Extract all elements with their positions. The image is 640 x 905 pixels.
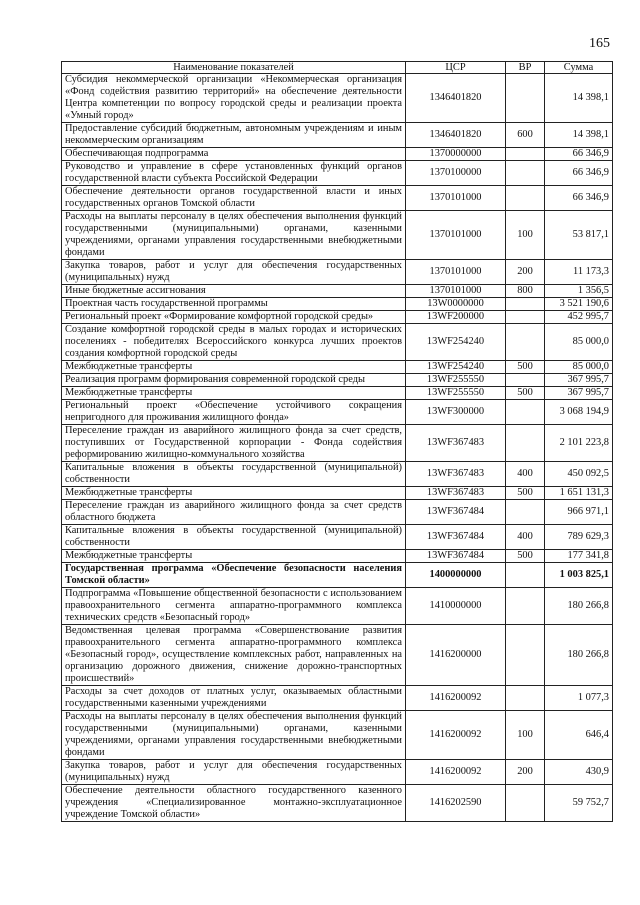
table-row [62, 374, 613, 387]
table-row [62, 487, 613, 500]
row-sum: 450 092,5 [545, 462, 613, 487]
table-row [62, 186, 613, 211]
row-sum: 85 000,0 [545, 324, 613, 361]
table-row [62, 123, 613, 148]
table-row [62, 161, 613, 186]
row-csr: 1410000000 [406, 588, 506, 625]
row-name: Региональный проект «Формирование комфортной городской среды» [62, 311, 406, 324]
page-number: 165 [589, 36, 610, 51]
row-vr: 200 [506, 260, 545, 285]
header-sum: Сумма [545, 62, 613, 74]
table-row [62, 298, 613, 311]
row-csr: 13W0000000 [406, 298, 506, 311]
row-csr: 1370101000 [406, 285, 506, 298]
row-csr: 1416200000 [406, 625, 506, 686]
row-name: Предоставление субсидий бюджетным, автономным учреждениям и иным некоммерческим организациям [62, 123, 406, 148]
row-vr [506, 400, 545, 425]
row-name: Проектная часть государственной программы [62, 298, 406, 311]
row-csr: 1416202590 [406, 785, 506, 822]
row-vr [506, 374, 545, 387]
row-sum: 53 817,1 [545, 211, 613, 260]
header-csr: ЦСР [406, 62, 506, 74]
table-row [62, 563, 613, 588]
row-csr: 13WF255550 [406, 387, 506, 400]
row-sum: 2 101 223,8 [545, 425, 613, 462]
table-row [62, 588, 613, 625]
row-sum: 11 173,3 [545, 260, 613, 285]
row-csr: 1370101000 [406, 211, 506, 260]
row-vr [506, 311, 545, 324]
row-sum: 177 341,8 [545, 550, 613, 563]
row-vr [506, 324, 545, 361]
table-row [62, 462, 613, 487]
row-vr [506, 161, 545, 186]
row-vr [506, 500, 545, 525]
table-row [62, 74, 613, 123]
row-sum: 66 346,9 [545, 148, 613, 161]
row-vr: 800 [506, 285, 545, 298]
row-name: Межбюджетные трансферты [62, 387, 406, 400]
row-sum: 85 000,0 [545, 361, 613, 374]
row-sum: 14 398,1 [545, 123, 613, 148]
row-vr: 100 [506, 711, 545, 760]
row-name: Ведомственная целевая программа «Совершенствование развития правоохранительного сегмента аппаратно-программного комплекса «Безопасный город», осуществление комплексных работ, направленных на организацию дорожного движения, снижение дорожно-транспортных происшествий» [62, 625, 406, 686]
table-row [62, 760, 613, 785]
header-vr: ВР [506, 62, 545, 74]
row-csr: 13WF255550 [406, 374, 506, 387]
row-name: Закупка товаров, работ и услуг для обеспечения государственных (муниципальных) нужд [62, 760, 406, 785]
table-row [62, 311, 613, 324]
row-vr [506, 588, 545, 625]
row-sum: 3 521 190,6 [545, 298, 613, 311]
table-row [62, 400, 613, 425]
row-sum: 1 003 825,1 [545, 563, 613, 588]
row-name: Расходы за счет доходов от платных услуг, оказываемых областными государственными казенными учреждениями [62, 686, 406, 711]
row-csr: 13WF254240 [406, 361, 506, 374]
row-csr: 13WF367484 [406, 525, 506, 550]
row-csr: 13WF367484 [406, 500, 506, 525]
row-csr: 13WF367484 [406, 550, 506, 563]
row-name: Капитальные вложения в объекты государственной (муниципальной) собственности [62, 462, 406, 487]
row-name: Закупка товаров, работ и услуг для обеспечения государственных (муниципальных) нужд [62, 260, 406, 285]
row-csr: 1416200092 [406, 711, 506, 760]
header-name: Наименование показателей [62, 62, 406, 74]
row-name: Создание комфортной городской среды в малых городах и исторических поселениях - победителях Всероссийского конкурса лучших проектов создания комфортной городской среды [62, 324, 406, 361]
row-csr: 13WF254240 [406, 324, 506, 361]
row-sum: 1 077,3 [545, 686, 613, 711]
row-name: Межбюджетные трансферты [62, 361, 406, 374]
row-sum: 180 266,8 [545, 588, 613, 625]
table-row [62, 361, 613, 374]
row-csr: 13WF300000 [406, 400, 506, 425]
row-name: Обеспечение деятельности областного государственного казенного учреждения «Специализированное монтажно-эксплуатационное учреждение Томской области» [62, 785, 406, 822]
row-vr [506, 74, 545, 123]
row-sum: 180 266,8 [545, 625, 613, 686]
row-csr: 1346401820 [406, 123, 506, 148]
table-row [62, 285, 613, 298]
row-vr: 100 [506, 211, 545, 260]
row-vr [506, 425, 545, 462]
row-csr: 1346401820 [406, 74, 506, 123]
row-sum: 966 971,1 [545, 500, 613, 525]
row-sum: 3 068 194,9 [545, 400, 613, 425]
row-csr: 13WF367483 [406, 487, 506, 500]
row-sum: 1 651 131,3 [545, 487, 613, 500]
row-csr: 1370101000 [406, 186, 506, 211]
table-header-row [62, 62, 613, 74]
table-row [62, 625, 613, 686]
table-row [62, 550, 613, 563]
row-sum: 14 398,1 [545, 74, 613, 123]
table-row [62, 500, 613, 525]
table-row [62, 260, 613, 285]
row-vr: 500 [506, 550, 545, 563]
row-name: Реализация программ формирования современной городской среды [62, 374, 406, 387]
row-vr: 500 [506, 487, 545, 500]
row-csr: 1400000000 [406, 563, 506, 588]
budget-table [61, 61, 613, 822]
row-vr [506, 298, 545, 311]
row-vr: 500 [506, 361, 545, 374]
row-vr [506, 563, 545, 588]
row-sum: 66 346,9 [545, 161, 613, 186]
row-name: Межбюджетные трансферты [62, 550, 406, 563]
row-name: Обеспечение деятельности органов государственной власти и иных государственных органов Томской области [62, 186, 406, 211]
row-sum: 646,4 [545, 711, 613, 760]
table-row [62, 686, 613, 711]
row-sum: 452 995,7 [545, 311, 613, 324]
row-name: Субсидия некоммерческой организации «Некоммерческая организация «Фонд содействия развитию территорий» на обеспечение деятельности Центра компетенции по вопросу городской среды и реализации проекта «Умный город» [62, 74, 406, 123]
row-name: Расходы на выплаты персоналу в целях обеспечения выполнения функций государственными (муниципальными) органами, казенными учреждениями, органами управления государственными внебюджетными фондами [62, 711, 406, 760]
row-name: Обеспечивающая подпрограмма [62, 148, 406, 161]
row-sum: 66 346,9 [545, 186, 613, 211]
row-csr: 1416200092 [406, 686, 506, 711]
row-vr: 400 [506, 525, 545, 550]
row-name: Межбюджетные трансферты [62, 487, 406, 500]
row-csr: 1370100000 [406, 161, 506, 186]
row-vr [506, 148, 545, 161]
row-csr: 1370101000 [406, 260, 506, 285]
table-row [62, 785, 613, 822]
table-row [62, 324, 613, 361]
table-body [62, 74, 613, 822]
row-name: Иные бюджетные ассигнования [62, 285, 406, 298]
row-sum: 367 995,7 [545, 374, 613, 387]
table-row [62, 211, 613, 260]
row-vr [506, 785, 545, 822]
row-name: Государственная программа «Обеспечение безопасности населения Томской области» [62, 563, 406, 588]
row-name: Переселение граждан из аварийного жилищного фонда за счет средств областного бюджета [62, 500, 406, 525]
row-sum: 1 356,5 [545, 285, 613, 298]
row-sum: 789 629,3 [545, 525, 613, 550]
row-vr [506, 186, 545, 211]
row-csr: 13WF200000 [406, 311, 506, 324]
table-row [62, 425, 613, 462]
table-row [62, 387, 613, 400]
row-csr: 1370000000 [406, 148, 506, 161]
row-vr: 600 [506, 123, 545, 148]
row-vr [506, 686, 545, 711]
row-name: Капитальные вложения в объекты государственной (муниципальной) собственности [62, 525, 406, 550]
table-row [62, 148, 613, 161]
row-csr: 13WF367483 [406, 425, 506, 462]
row-sum: 59 752,7 [545, 785, 613, 822]
row-name: Переселение граждан из аварийного жилищного фонда за счет средств, поступивших от Государственной корпорации - Фонда содействия реформированию жилищно-коммунального хозяйства [62, 425, 406, 462]
table-row [62, 711, 613, 760]
row-name: Подпрограмма «Повышение общественной безопасности с использованием правоохранительного сегмента аппаратно-программного комплекса технических средств «Безопасный город» [62, 588, 406, 625]
row-name: Региональный проект «Обеспечение устойчивого сокращения непригодного для проживания жилищного фонда» [62, 400, 406, 425]
row-name: Расходы на выплаты персоналу в целях обеспечения выполнения функций государственными (муниципальными) органами, казенными учреждениями, органами управления государственными внебюджетными фондами [62, 211, 406, 260]
table-row [62, 525, 613, 550]
row-vr [506, 625, 545, 686]
row-vr: 500 [506, 387, 545, 400]
row-csr: 13WF367483 [406, 462, 506, 487]
row-csr: 1416200092 [406, 760, 506, 785]
row-sum: 430,9 [545, 760, 613, 785]
row-sum: 367 995,7 [545, 387, 613, 400]
row-vr: 200 [506, 760, 545, 785]
row-vr: 400 [506, 462, 545, 487]
row-name: Руководство и управление в сфере установленных функций органов государственной власти субъекта Российской Федерации [62, 161, 406, 186]
